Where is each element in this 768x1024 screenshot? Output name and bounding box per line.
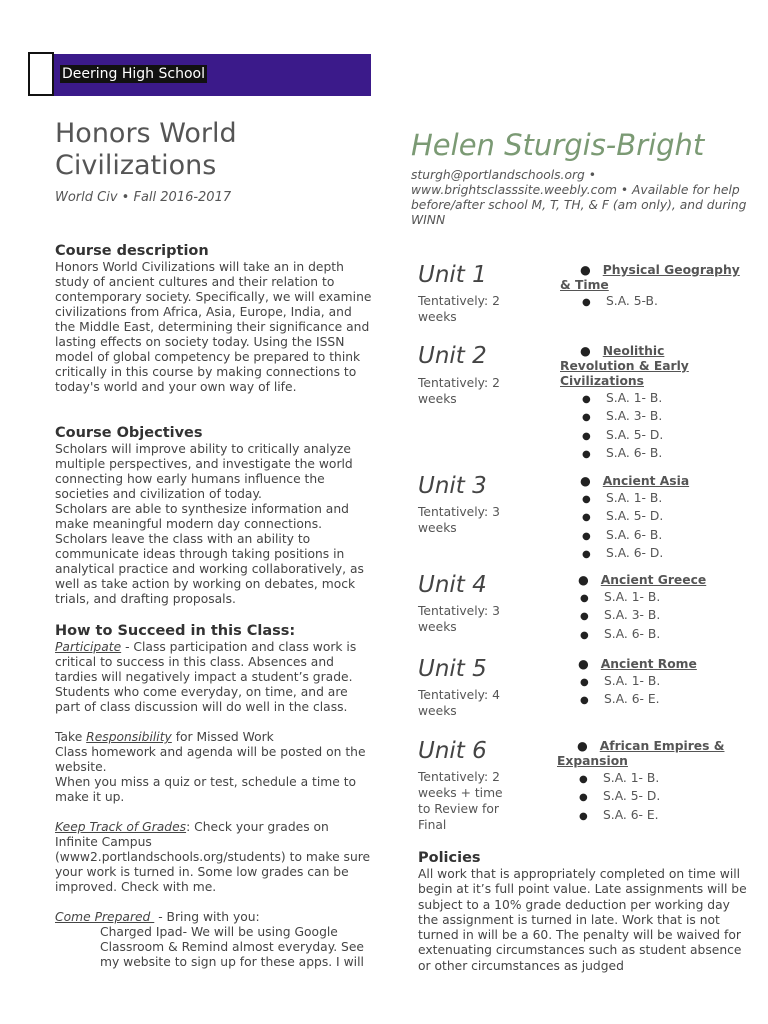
responsibility-label: Responsibility — [86, 730, 172, 744]
standard-item: ● S.A. 6- E. — [580, 691, 660, 709]
unit-duration: Tentatively: 3 weeks — [418, 505, 500, 535]
banner-logo-box — [28, 52, 54, 96]
prepared-text: - Bring with you: — [154, 910, 260, 924]
unit-title: Unit 3 — [418, 473, 487, 499]
unit-standards — [579, 770, 660, 825]
standard-item: ● S.A. 1- B. — [582, 390, 663, 408]
unit-title: Unit 2 — [418, 343, 487, 369]
policies-text: All work that is appropriately completed on time will begin at it’s full point value. Late assignments will be subject to a 10% grade deduction per working day the assignment is turned in late. Work that is not turned in will be a 60. The penalty will be waived for extenuating circumstances such as student absence or other circumstances as judged — [418, 867, 747, 973]
objectives-heading: Course Objectives — [55, 425, 203, 441]
standard-item: ● S.A. 5- D. — [582, 508, 663, 526]
prepared-label: Come Prepared — [55, 910, 155, 924]
grades-paragraph — [55, 820, 375, 895]
standard-item: ● S.A. 6- E. — [579, 807, 660, 825]
prepared-item: Charged Ipad- We will be using Google Classroom & Remind almost everyday. See my website to sign up for these apps. I will — [100, 925, 364, 969]
unit-topic: ● Ancient Asia — [580, 474, 690, 488]
responsibility-paragraph — [55, 730, 375, 805]
standard-item: ● S.A. 6- D. — [582, 545, 663, 563]
unit-duration: Tentatively: 3 weeks — [418, 604, 500, 634]
description-heading: Course description — [55, 243, 209, 259]
unit-topic: ● Ancient Rome — [578, 657, 697, 671]
standard-item: ● S.A. 5- D. — [579, 788, 660, 806]
unit-duration: Tentatively: 2 weeks — [418, 376, 500, 406]
standard-item: ● S.A. 3- B. — [580, 607, 660, 625]
participate-label: Participate — [55, 640, 122, 654]
unit-topic: ● Physical Geography & Time — [560, 263, 740, 292]
standard-item: ● S.A. 3- B. — [582, 408, 663, 426]
course-title: Honors World Civilizations — [55, 118, 237, 181]
unit-standards — [582, 390, 663, 463]
school-name: Deering High School — [62, 66, 205, 82]
responsibility-pre: Take — [55, 730, 87, 744]
policies-heading: Policies — [418, 850, 481, 866]
standard-item: ● S.A. 1- B. — [579, 770, 660, 788]
standard-item: ● S.A. 1- B. — [582, 490, 663, 508]
standard-item: ● S.A. 6- B. — [580, 626, 660, 644]
unit-standards — [582, 490, 663, 563]
standard-item: ● S.A. 6- B. — [582, 445, 663, 463]
prepared-paragraph — [55, 910, 375, 925]
standard-item: ● S.A. 5- D. — [582, 427, 663, 445]
course-subtitle: World Civ • Fall 2016-2017 — [55, 190, 232, 205]
unit-duration: Tentatively: 2 weeks — [418, 294, 500, 324]
unit-title: Unit 1 — [418, 262, 487, 288]
unit-standards — [580, 673, 660, 710]
responsibility-text: for Missed Work Class homework and agenda will be posted on the website. When you miss a quiz or test, schedule a time to make it up. — [55, 730, 366, 804]
unit-topic: ● African Empires & Expansion — [557, 739, 725, 768]
unit-standards — [580, 589, 660, 644]
standard-item: ● S.A. 1- B. — [580, 673, 660, 691]
grades-text: : Check your grades on Infinite Campus (www2.portlandschools.org/students) to make sure your work is turned in. Some low grades can be improved. Check with me. — [55, 820, 371, 894]
unit-topic: ● Ancient Greece — [578, 573, 707, 587]
standard-item: ● S.A. 6- B. — [582, 527, 663, 545]
unit-title: Unit 6 — [418, 738, 487, 764]
teacher-contact: sturgh@portlandschools.org • www.brightsclasssite.weebly.com • Available for help before/after school M, T, TH, & F (am only), and during WINN — [411, 168, 747, 227]
succeed-heading: How to Succeed in this Class: — [55, 623, 296, 639]
unit-topic: ● Neolithic Revolution & Early Civilizations — [560, 344, 689, 388]
participate-paragraph — [55, 640, 375, 715]
teacher-name: Helen Sturgis-Bright — [411, 128, 705, 162]
participate-text: - Class participation and class work is critical to success in this class. Absences and tardies will negatively impact a student’s grade. Students who come everyday, on time, and are part of class discussion will do well in the class. — [55, 640, 357, 714]
standard-item: ● S.A. 1- B. — [580, 589, 660, 607]
unit-duration: Tentatively: 4 weeks — [418, 688, 500, 718]
description-text: Honors World Civilizations will take an in depth study of ancient cultures and their relation to contemporary society. Specifically, we will examine civilizations from Africa, Asia, Europe, India, and the Middle East, determining their significance and lasting effects on society today. Using the ISSN model of global competency be prepared to think critically in this course by making connections to today's world and your own way of life. — [55, 260, 372, 394]
unit-title: Unit 4 — [418, 572, 487, 598]
standard-item: ● S.A. 5-B. — [582, 293, 658, 311]
unit-standards — [582, 293, 658, 311]
objectives-text: Scholars will improve ability to critically analyze multiple perspectives, and investigate the world connecting how early humans influence the societies and civilization of today. Scholars are able to synthesize information and make meaningful modern day connections. Scholars leave the class with an ability to communicate ideas through taking positions in analytical practice and working collaboratively, as well as take action by working on debates, mock trials, and drafting proposals. — [55, 442, 364, 606]
unit-title: Unit 5 — [418, 656, 487, 682]
unit-duration: Tentatively: 2 weeks + time to Review for Final — [418, 770, 503, 832]
grades-label: Keep Track of Grades — [55, 820, 187, 834]
